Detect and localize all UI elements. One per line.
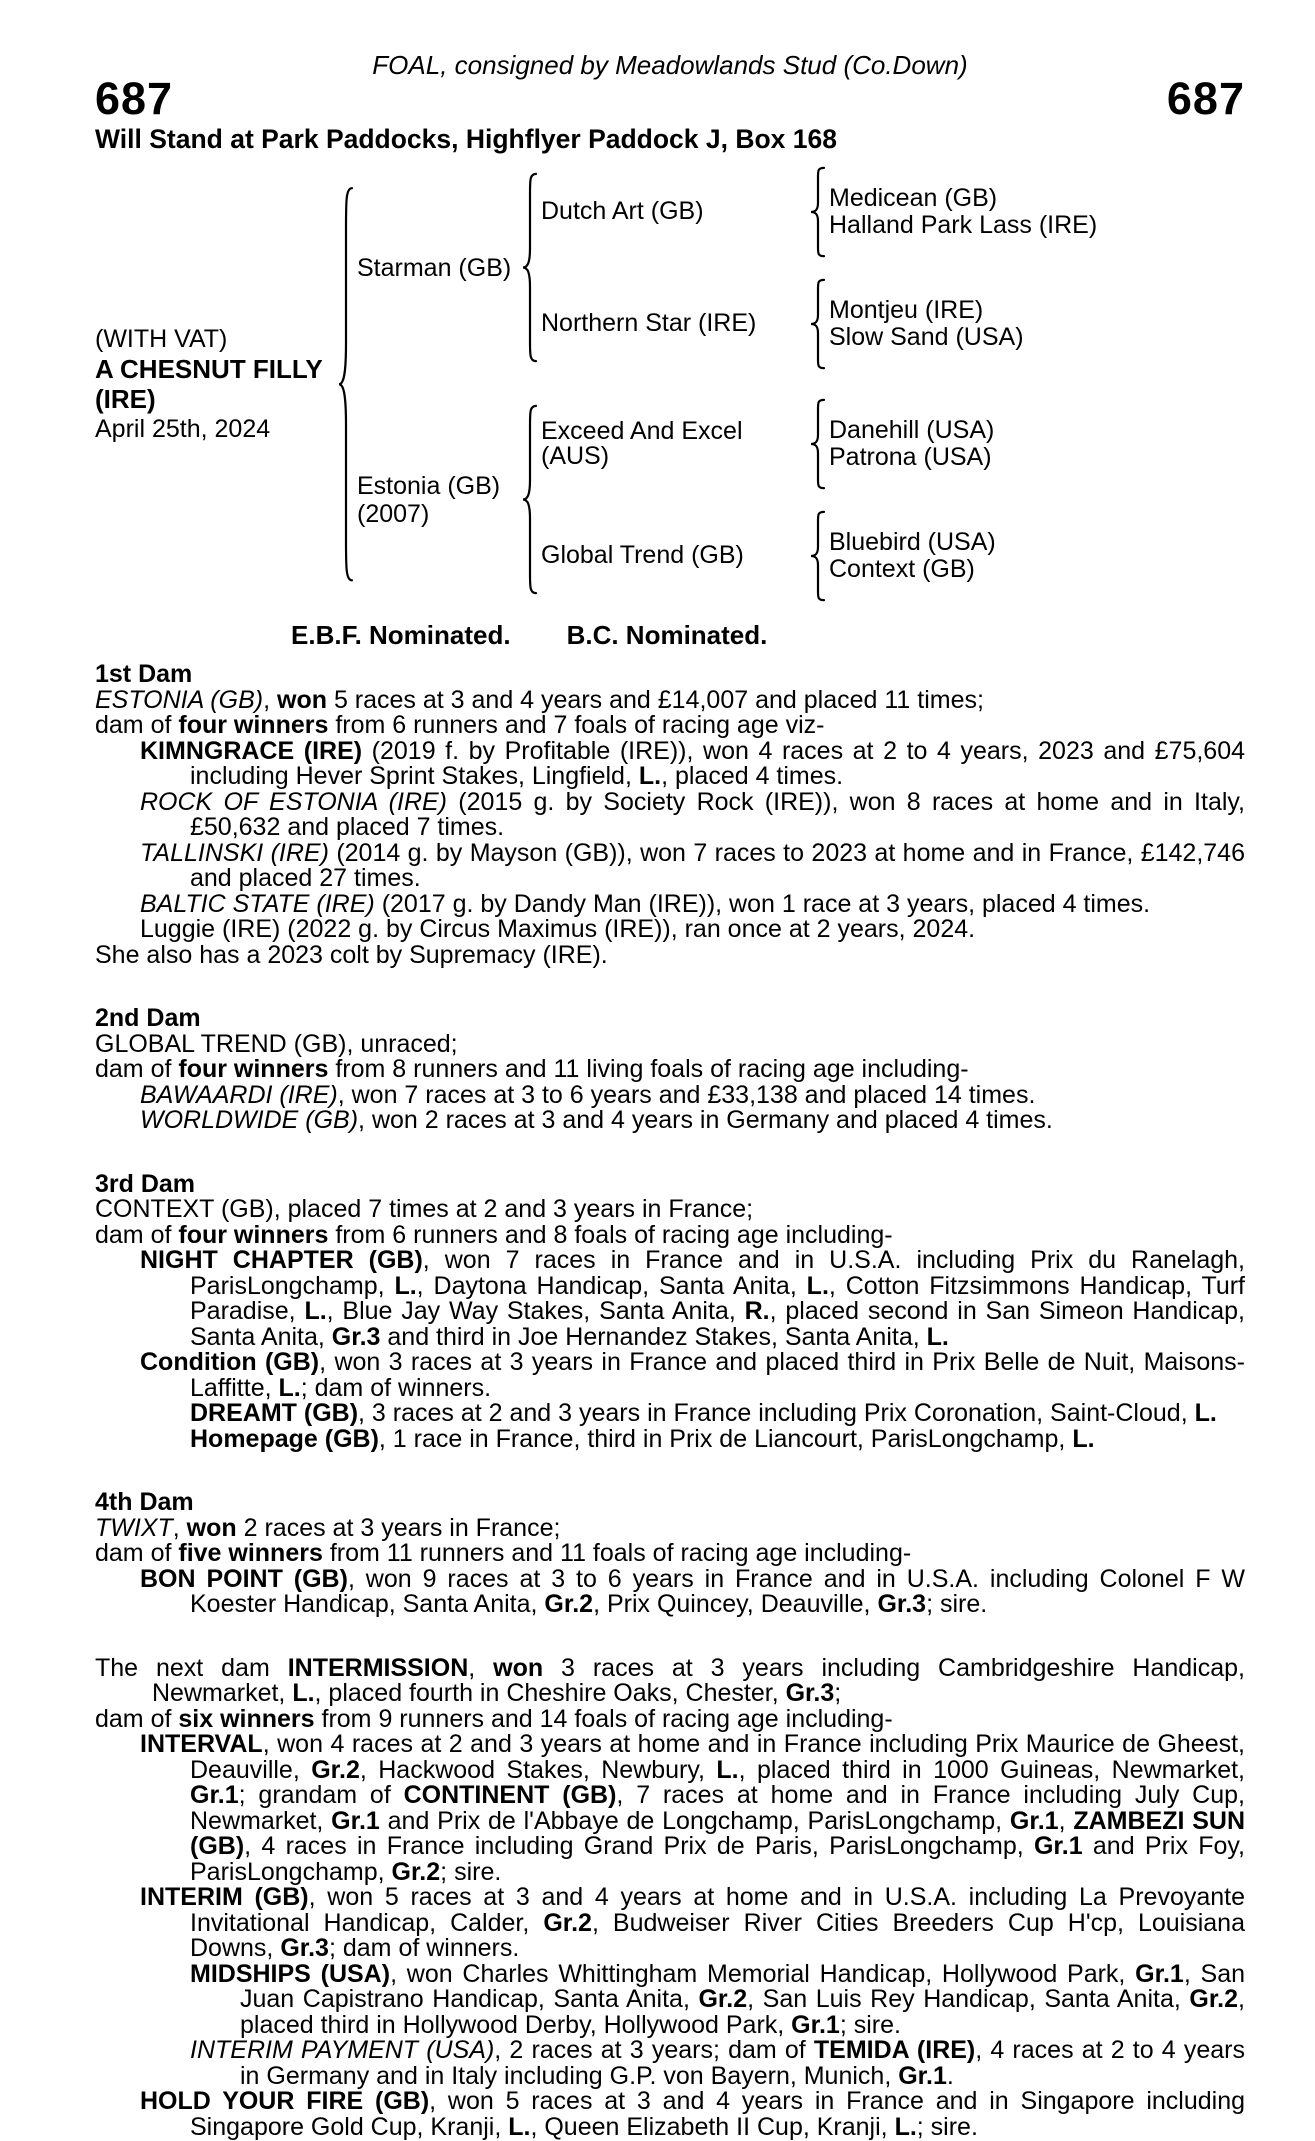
text-run: , Blue Jay Way Stakes, Santa Anita, <box>326 1297 745 1325</box>
text-run: ZAMBEZI SUN (GB) <box>190 1806 1245 1860</box>
text-run: L. <box>304 1297 327 1325</box>
section-heading: 2nd Dam <box>95 1004 201 1032</box>
catalogue-paragraph <box>95 1541 1245 1567</box>
great-grandparents <box>829 185 1245 239</box>
text-run: , <box>1058 1806 1074 1835</box>
text-run: Condition (GB) <box>140 1348 320 1376</box>
text-run: from 6 runners and 8 foals of racing age including- <box>328 1220 893 1249</box>
foal-info <box>95 324 333 444</box>
text-run: INTERMISSION <box>287 1653 469 1682</box>
text-run: , <box>263 685 277 714</box>
catalogue-paragraph <box>95 889 1245 918</box>
text-run: , San Luis Rey Handicap, Santa Anita, <box>747 1985 1190 2013</box>
text-run: won <box>186 1513 237 1542</box>
pedigree-name: Patrona (USA) <box>829 443 992 471</box>
pedigree-brace-icon <box>333 162 357 606</box>
text-run: dam of <box>95 1055 179 1083</box>
text-run: ROCK OF ESTONIA (IRE) <box>140 787 448 816</box>
text-run: Gr.1 <box>190 1781 239 1809</box>
catalogue-paragraph <box>95 1653 1245 1707</box>
text-run: Gr.1 <box>898 2061 947 2090</box>
pedigree-generation-1 <box>357 162 1245 606</box>
catalogue-paragraph <box>95 1732 1245 1885</box>
ebf-nomination: E.B.F. Nominated. <box>291 620 511 650</box>
text-run: and Prix de l'Abbaye de Longchamp, ParisLongchamp, <box>379 1806 1010 1835</box>
text-run: Gr.2 <box>391 1857 441 1886</box>
text-run: from 6 runners and 7 foals of racing age viz- <box>328 711 825 739</box>
text-run: TWIXT <box>95 1513 173 1542</box>
pedigree-name: Starman (GB) <box>357 254 512 282</box>
text-run: Gr.1 <box>1009 1806 1059 1835</box>
foal-name: A CHESNUT FILLY <box>95 354 323 384</box>
second-dam-branch <box>541 506 1245 606</box>
damsire-branch <box>541 394 1245 494</box>
text-run: , won 2 races at 3 and 4 years in Germany and placed 4 times. <box>358 1106 1053 1134</box>
pedigree-name: Dutch Art (GB) <box>541 197 704 226</box>
text-run: Gr.3 <box>331 1322 381 1351</box>
great-grandparents <box>829 417 1245 471</box>
pedigree-name: Estonia (GB) <box>357 472 501 500</box>
text-run: L. <box>508 2112 531 2141</box>
text-run: (2017 g. by Dandy Man (IRE)), won 1 race at 3 years, placed 4 times. <box>374 889 1151 918</box>
catalogue-paragraph <box>95 2089 1245 2140</box>
vat-note: (WITH VAT) <box>95 325 228 353</box>
pedigree-name: Slow Sand (USA) <box>829 323 1024 351</box>
text-run: , Cotton Fitzsimmons Handicap, Turf Paradise, <box>190 1271 1245 1325</box>
text-run: Gr.3 <box>877 1590 927 1618</box>
text-run: , Budweiser River Cities Breeders Cup H'cp, Louisiana Downs, <box>190 1908 1245 1962</box>
text-run: , Daytona Handicap, Santa Anita, <box>416 1271 807 1300</box>
catalogue-paragraph <box>95 2038 1245 2089</box>
foal-birth-date: April 25th, 2024 <box>95 415 271 443</box>
catalogue-paragraph <box>95 1220 1245 1249</box>
text-run: BON POINT (GB) <box>140 1564 348 1593</box>
text-run: ; dam of winners. <box>328 1934 520 1962</box>
text-run: , placed third in 1000 Guineas, Newmarket, <box>738 1755 1245 1784</box>
catalogue-paragraph <box>95 1080 1245 1109</box>
granddam-branch <box>541 274 1245 374</box>
catalogue-paragraph <box>95 685 1245 714</box>
text-run: , 4 races at 2 to 4 years in Germany and in Italy including G.P. von Bayern, Munich, <box>240 2036 1246 2090</box>
pedigree-brace-icon <box>805 506 829 606</box>
text-run: dam of <box>95 711 179 739</box>
text-run: four winners <box>178 711 329 739</box>
text-run: from 8 runners and 11 living foals of racing age including- <box>328 1055 969 1083</box>
text-run: BAWAARDI (IRE) <box>140 1080 338 1109</box>
stand-location-line: Will Stand at Park Paddocks, Highflyer Paddock J, Box 168 <box>95 124 837 154</box>
text-run: L. <box>394 1271 417 1300</box>
section-heading: 4th Dam <box>95 1488 194 1516</box>
text-run: CONTINENT (GB) <box>403 1781 617 1809</box>
catalogue-paragraph <box>95 1513 1245 1542</box>
text-run: L. <box>1194 1399 1217 1427</box>
pedigree-name: Exceed And Excel (AUS) <box>541 416 743 470</box>
dam-section <box>95 1653 1246 2141</box>
catalogue-paragraph <box>95 940 1245 969</box>
text-run: (2014 g. by Mayson (GB)), won 7 races to 2023 at home and in France, £142,746 and placed 27 times. <box>190 838 1245 892</box>
text-run: five winners <box>178 1539 323 1567</box>
great-grandparents <box>829 297 1245 351</box>
text-run: KIMNGRACE (IRE) <box>140 736 363 765</box>
text-run: , won 9 races at 3 to 6 years in France and in U.S.A. including Colonel F W Koester Handicap, Santa Anita, <box>190 1564 1245 1618</box>
catalogue-paragraph <box>95 1424 1245 1453</box>
text-run: , 1 race in France, third in Prix de Liancourt, ParisLongchamp, <box>378 1424 1073 1453</box>
lot-number-left: 687 <box>95 73 174 124</box>
pedigree-brace-icon <box>805 394 829 494</box>
text-run: L. <box>806 1271 829 1300</box>
text-run: She also has a 2023 colt by Supremacy (IRE). <box>95 940 608 969</box>
dam-parents <box>541 394 1245 606</box>
text-run: . <box>946 2061 954 2090</box>
catalogue-paragraph <box>95 1885 1245 1962</box>
text-run: and third in Joe Hernandez Stakes, Santa Anita, <box>380 1322 927 1351</box>
text-run: six winners <box>178 1704 315 1733</box>
text-run: ESTONIA (GB) <box>95 685 264 714</box>
text-run: L. <box>716 1755 739 1784</box>
pedigree-brace-icon <box>517 394 541 606</box>
text-run: Gr.2 <box>698 1985 748 2013</box>
dam-section <box>95 1490 1245 1618</box>
text-run: , <box>172 1513 187 1542</box>
text-run: ; grandam of <box>238 1781 404 1809</box>
text-run: ; sire. <box>839 2010 901 2039</box>
text-run: , won 7 races at 3 to 6 years and £33,138 and placed 14 times. <box>337 1080 1036 1109</box>
text-run: , 7 races at home and in France including July Cup, Newmarket, <box>190 1781 1245 1835</box>
text-run: , Queen Elizabeth II Cup, Kranji, <box>530 2112 895 2141</box>
grandsire-branch <box>541 162 1245 262</box>
great-grandparents <box>829 529 1245 583</box>
pedigree-name: Montjeu (IRE) <box>829 296 984 324</box>
pedigree-name: Bluebird (USA) <box>829 528 996 556</box>
pedigree-brace-icon <box>805 162 829 262</box>
bc-nomination: B.C. Nominated. <box>566 620 768 650</box>
catalogue-paragraph <box>95 1704 1245 1733</box>
text-run: from 11 runners and 11 foals of racing age including- <box>322 1539 912 1567</box>
text-run: (2015 g. by Society Rock (IRE)), won 8 races at home and in Italy, £50,632 and placed 7 times. <box>190 787 1245 841</box>
text-run: NIGHT CHAPTER (GB) <box>140 1246 423 1274</box>
text-run: and Prix Foy, ParisLongchamp, <box>190 1832 1245 1886</box>
dam-section <box>95 1169 1246 1453</box>
text-run: HOLD YOUR FIRE (GB) <box>140 2087 430 2115</box>
text-run: INTERIM (GB) <box>140 1883 309 1911</box>
text-run: , won 5 races at 3 and 4 years in France and in Singapore including Singapore Gold Cup, Kranji, <box>190 2087 1245 2141</box>
text-run: , Hackwood Stakes, Newbury, <box>359 1755 717 1784</box>
catalogue-paragraph <box>95 1029 1245 1058</box>
text-run: , placed second in San Simeon Handicap, Santa Anita, <box>190 1297 1246 1351</box>
catalogue-paragraph <box>95 713 1245 739</box>
text-run: from 9 runners and 14 foals of racing age including- <box>314 1704 893 1733</box>
text-run: TALLINSKI (IRE) <box>140 838 329 867</box>
text-run: The next dam <box>95 1653 288 1682</box>
text-run: L. <box>1072 1424 1095 1453</box>
text-run: WORLDWIDE (GB) <box>140 1106 359 1134</box>
section-heading: 3rd Dam <box>95 1169 196 1198</box>
text-run: four winners <box>178 1055 329 1083</box>
catalogue-paragraph <box>95 1108 1245 1134</box>
catalogue-paragraph <box>95 1564 1245 1618</box>
pedigree-name: Global Trend (GB) <box>541 541 744 570</box>
text-run: Gr.1 <box>1135 1959 1184 1988</box>
text-run: , won Charles Whittingham Memorial Handicap, Hollywood Park, <box>390 1959 1136 1988</box>
text-run: won <box>277 685 327 714</box>
text-run: ; dam of winners. <box>300 1373 492 1402</box>
pedigree-tree <box>95 162 1245 606</box>
text-run: INTERIM PAYMENT (USA) <box>190 2036 495 2064</box>
text-run: four winners <box>178 1220 329 1249</box>
catalogue-paragraph <box>95 1248 1245 1350</box>
text-run: , San Juan Capistrano Handicap, Santa Anita, <box>240 1959 1246 2013</box>
text-run: , placed third in Hollywood Derby, Hollywood Park, <box>240 1985 1245 2039</box>
text-run: Gr.3 <box>280 1934 329 1962</box>
text-run: L. <box>926 1322 949 1351</box>
text-run: , placed 4 times. <box>661 762 844 790</box>
catalogue-paragraph <box>95 838 1245 892</box>
text-run: ; sire. <box>926 1590 988 1618</box>
catalogue-paragraph <box>95 1197 1245 1223</box>
text-run: L. <box>638 762 662 790</box>
dam-section <box>95 1006 1245 1134</box>
text-run: , placed fourth in Cheshire Oaks, Chester, <box>314 1679 786 1707</box>
dam-name <box>357 472 517 528</box>
text-run: R. <box>744 1297 770 1325</box>
text-run: Gr.1 <box>791 2010 840 2039</box>
text-run: Luggie (IRE) (2022 g. by Circus Maximus (IRE)), ran once at 2 years, 2024. <box>140 915 976 943</box>
text-run: 3 races at 3 years including Cambridgeshire Handicap, Newmarket, <box>152 1653 1245 1707</box>
section-heading: 1st Dam <box>95 660 193 688</box>
text-run: 5 races at 3 and 4 years and £14,007 and placed 11 times; <box>327 685 984 714</box>
pedigree-name: Halland Park Lass (IRE) <box>829 211 1098 239</box>
text-run: ; sire. <box>440 1857 502 1886</box>
text-run: Gr.2 <box>1189 1985 1239 2013</box>
dam-branch <box>357 394 1245 606</box>
text-run: , <box>468 1653 494 1682</box>
pedigree-name: Danehill (USA) <box>829 416 995 444</box>
pedigree-name: Medicean (GB) <box>829 184 998 212</box>
text-run: , Prix Quincey, Deauville, <box>593 1590 878 1618</box>
text-run: , 2 races at 3 years; dam of <box>494 2036 814 2064</box>
text-run: Gr.2 <box>543 1908 592 1937</box>
text-run: , 4 races in France including Grand Prix de Paris, ParisLongchamp, <box>244 1832 1034 1860</box>
catalogue-paragraph <box>95 1401 1245 1427</box>
pedigree-name: Context (GB) <box>829 555 975 583</box>
catalogue-paragraph <box>95 736 1245 790</box>
text-run: Gr.1 <box>1033 1832 1083 1860</box>
catalogue-paragraph <box>95 1057 1245 1083</box>
text-run: L. <box>292 1679 315 1707</box>
text-run: dam of <box>95 1539 179 1567</box>
text-run: , 3 races at 2 and 3 years in France including Prix Coronation, Saint-Cloud, <box>358 1399 1195 1427</box>
catalogue-text <box>95 662 1245 2140</box>
pedigree-year-note: (2007) <box>357 500 430 528</box>
foal-country-suffix: (IRE) <box>95 384 156 414</box>
text-run: , won 5 races at 3 and 4 years at home and in U.S.A. including La Prevoyante Invitational Handicap, Calder, <box>190 1883 1246 1937</box>
text-run: 2 races at 3 years in France; <box>236 1513 561 1542</box>
text-run: L. <box>278 1373 301 1402</box>
text-run: , won 7 races in France and in U.S.A. including Prix du Ranelagh, ParisLongchamp, <box>190 1246 1246 1300</box>
text-run: , won 3 races at 3 years in France and placed third in Prix Belle de Nuit, Maisons-Laffitte, <box>190 1348 1245 1402</box>
dam-section <box>95 662 1245 968</box>
text-run: GLOBAL TREND (GB), unraced; <box>95 1029 458 1058</box>
sire-parents <box>541 162 1245 374</box>
text-run: DREAMT (GB) <box>190 1399 359 1427</box>
text-run: dam of <box>95 1704 179 1733</box>
consignor-line: FOAL, consigned by Meadowlands Stud (Co.Down) <box>372 50 968 80</box>
text-run: ; sire. <box>916 2112 978 2141</box>
text-run: ; <box>834 1679 842 1707</box>
sire-branch <box>357 162 1245 374</box>
sire-name <box>357 254 517 282</box>
text-run: Gr.2 <box>544 1590 594 1618</box>
text-run: L. <box>894 2112 917 2141</box>
text-run: , won 4 races at 2 and 3 years at home and in France including Prix Maurice de Gheest, Deauville, <box>190 1730 1245 1784</box>
text-run: won <box>493 1653 544 1682</box>
pedigree-brace-icon <box>805 274 829 374</box>
lot-number-right: 687 <box>1166 73 1245 124</box>
text-run: MIDSHIPS (USA) <box>190 1959 391 1988</box>
pedigree-name: Northern Star (IRE) <box>541 309 757 338</box>
lot-number-row <box>95 74 1245 124</box>
text-run: Gr.3 <box>785 1679 835 1707</box>
catalogue-paragraph <box>95 917 1245 943</box>
text-run: Gr.2 <box>311 1755 360 1784</box>
catalogue-paragraph <box>95 1350 1245 1401</box>
text-run: INTERVAL <box>140 1730 263 1758</box>
text-run: dam of <box>95 1220 179 1249</box>
nominations-line <box>291 620 1245 650</box>
catalogue-paragraph <box>95 787 1245 841</box>
text-run: Gr.1 <box>331 1806 380 1835</box>
text-run: Homepage (GB) <box>190 1424 379 1453</box>
text-run: BALTIC STATE (IRE) <box>140 889 375 918</box>
pedigree-brace-icon <box>517 162 541 374</box>
text-run: (2019 f. by Profitable (IRE)), won 4 races at 2 to 4 years, 2023 and £75,604 including Hever Sprint Stakes, Lingfield, <box>190 736 1245 790</box>
text-run: TEMIDA (IRE) <box>813 2036 976 2064</box>
text-run: CONTEXT (GB), placed 7 times at 2 and 3 years in France; <box>95 1195 754 1223</box>
